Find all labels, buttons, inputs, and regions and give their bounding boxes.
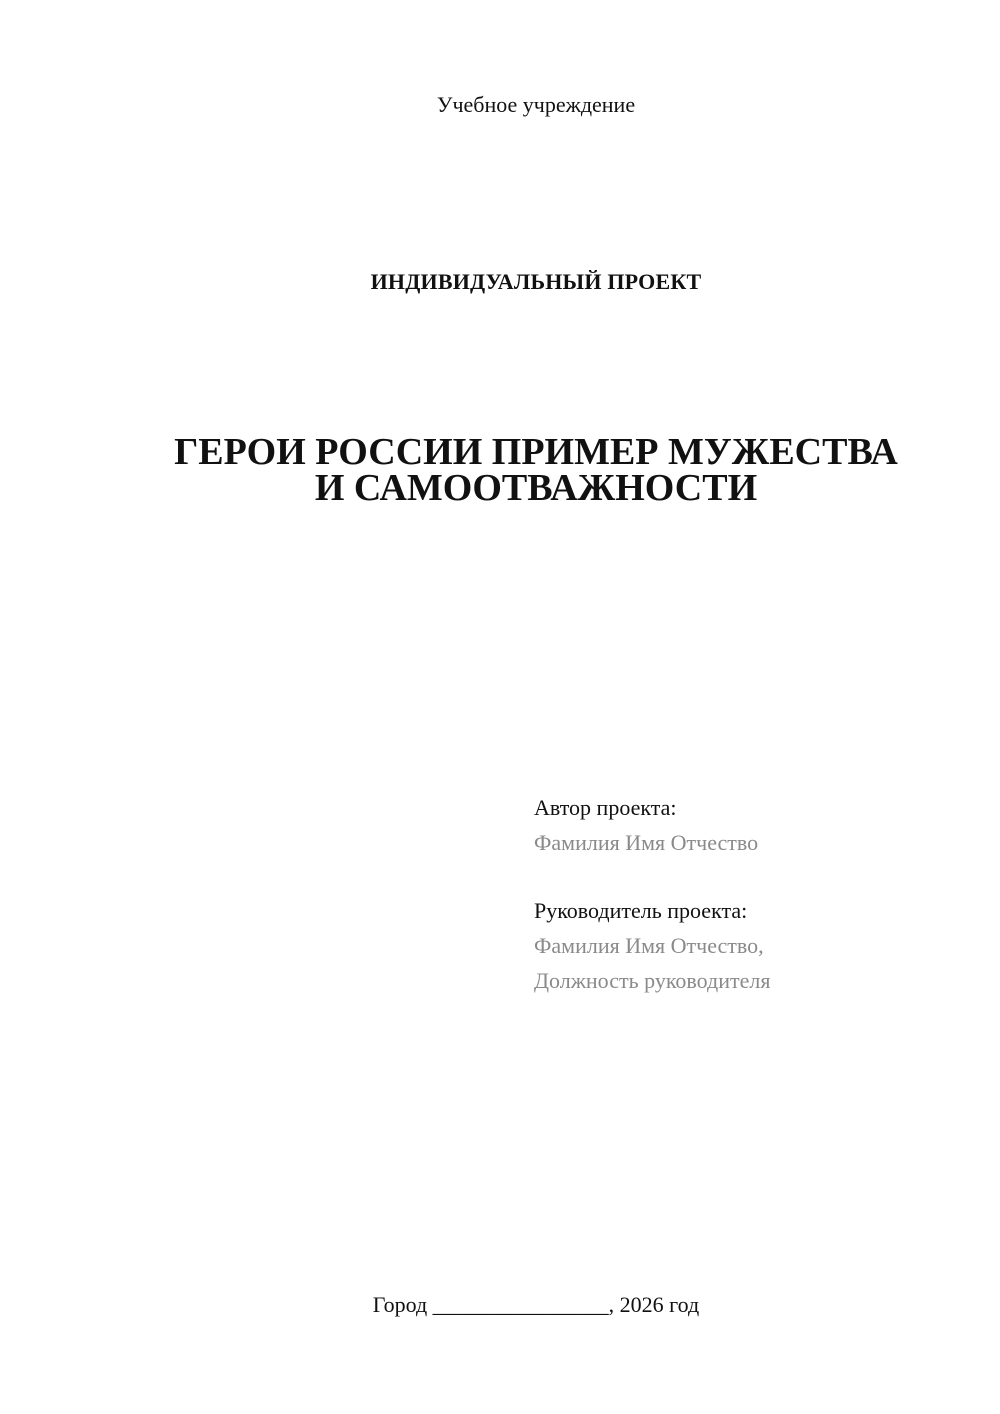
year-text: , 2026 год [608, 1292, 700, 1317]
city-year-line [0, 1291, 1000, 1319]
credits-spacer [534, 860, 974, 893]
author-name-placeholder: Фамилия Имя Отчество [534, 830, 759, 855]
institution-name: Учебное учреждение [436, 92, 636, 117]
supervisor-position-placeholder: Должность руководителя [534, 968, 771, 993]
project-title-line-2: И САМООТВАЖНОСТИ [314, 467, 758, 509]
document-type-heading: ИНДИВИДУАЛЬНЫЙ ПРОЕКТ [370, 269, 702, 294]
author-label: Автор проекта: [534, 795, 677, 820]
city-blank-line: ________________ [432, 1292, 609, 1317]
city-label: Город [372, 1292, 428, 1317]
project-title [120, 431, 952, 509]
supervisor-label: Руководитель проекта: [534, 898, 748, 923]
project-title-line-1: ГЕРОИ РОССИИ ПРИМЕР МУЖЕСТВА [174, 431, 898, 473]
credits-block [534, 790, 974, 998]
supervisor-name-placeholder: Фамилия Имя Отчество, [534, 933, 764, 958]
